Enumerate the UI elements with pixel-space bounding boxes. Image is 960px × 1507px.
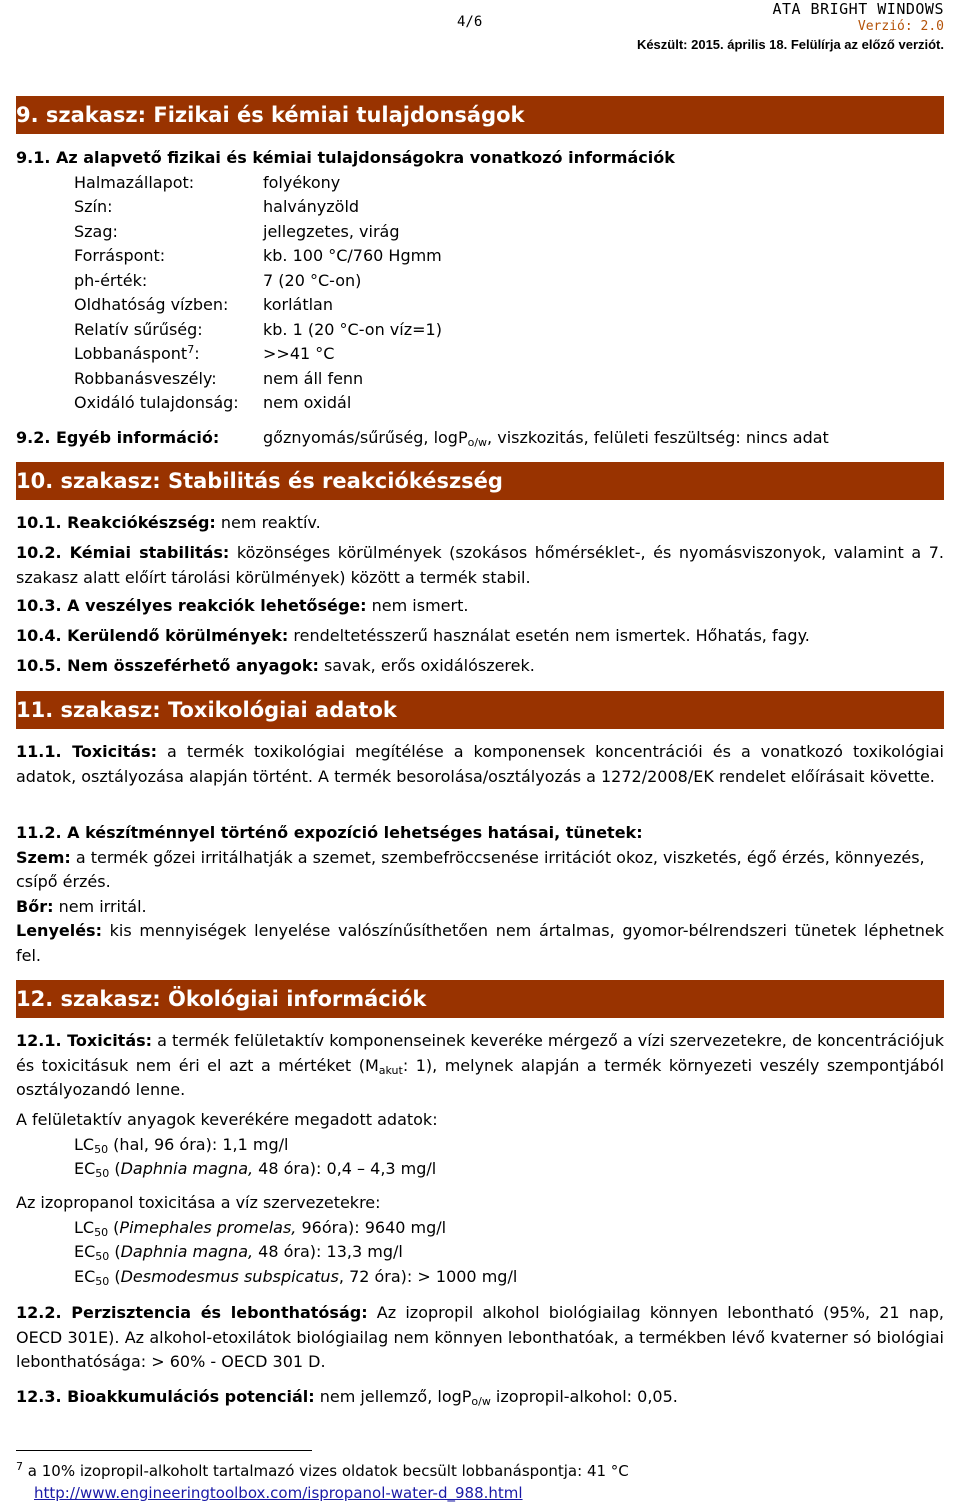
surfactant-intro: A felületaktív anyagok keverékére megadott adatok: [16, 1110, 438, 1129]
section-9-heading: 9. szakasz: Fizikai és kémiai tulajdonságok [16, 96, 944, 134]
skin-effects: Bőr: nem irritál. [16, 896, 147, 916]
section-9-1-heading: 9.1. Az alapvető fizikai és kémiai tulajdonságokra vonatkozó információk [16, 148, 675, 167]
surfactant-lc50: $LC_{50}$ (hal, 96 óra): 1,1 mg/l [74, 1134, 289, 1156]
eye-effects: Szem: a termék gőzei irritálhatják a szemet, szembefröccsenése irritációt okoz, viszketés, égő érzés, könnyezés, csípő érzés. [16, 847, 925, 891]
section-9-2: 9.2. Egyéb információ: gőznyomás/sűrűség, logP$_{o/w}$, viszkozitás, felületi feszültség: nincs adat [16, 428, 829, 449]
made-date: Készült: 2015. április 18. Felülírja az előző verziót. [636, 37, 944, 52]
section-10-4: 10.4. Kerülendő körülmények: rendeltetésszerű használat esetén nem ismertek. Hőhatás, fagy. [16, 626, 810, 645]
section-12-2: 12.2. Perzisztencia és lebonthatóság: Az izopropil alkohol biológiailag könnyen lebontható (95%, 21 nap, OECD 301E). Az alkohol-etoxilátok biológiailag nem könnyen lebonthatóak, a termékben lévő kvaterner só biológiai lebonthatósága: > 60% - OECD 301 D. [16, 1303, 944, 1371]
section-11-2-heading: 11.2. A készítménnyel történő expozíció lehetséges hatásai, tünetek: [16, 823, 643, 842]
section-10-3: 10.3. A veszélyes reakciók lehetősége: nem ismert. [16, 596, 469, 615]
isopropanol-ec50-daphnia: $EC_{50}$ (Daphnia magna, 48 óra): 13,3 mg/l [74, 1242, 403, 1263]
isopropanol-data [16, 1191, 944, 1289]
ingestion-effects: Lenyelés: kis mennyiségek lenyelése valószínűsíthetően nem ártalmas, gyomor-bélrendszeri tünetek léphetnek fel. [16, 921, 944, 965]
section-10-2: 10.2. Kémiai stabilitás: közönséges körülmények (szokásos hőmérséklet-, és nyomásviszonyok, valamint a 7. szakasz alatt előírt tárolási körülmények) között a termék stabil. [16, 543, 945, 587]
property-row: Oxidáló tulajdonság: nem oxidál [74, 393, 352, 412]
property-row: Forráspont: kb. 100 °C/760 Hgmm [74, 246, 442, 265]
surfactant-ec50: $EC_{50}$ (Daphnia magna, 48 óra): 0,4 – 4,3 mg/l [74, 1159, 437, 1180]
properties-list [16, 171, 944, 416]
header-info [637, 0, 944, 54]
footnote: $^7$ a 10% izopropil-alkoholt tartalmazó vizes oldatok becsült lobbanáspontja: 41 °C http://www.engineeringtoolbox.com/ispropanol-water-d_988.html [16, 1460, 629, 1502]
property-row: Oldhatóság vízben: korlátlan [74, 295, 333, 314]
section-12-3: 12.3. Bioakkumulációs potenciál: nem jellemző, logP$_{o/w}$ izopropil-alkohol: 0,05. [16, 1387, 678, 1408]
footnote-separator [16, 1450, 312, 1451]
footnote-link[interactable]: http://www.engineeringtoolbox.com/ispropanol-water-d_988.html [34, 1484, 523, 1502]
section-11-heading: 11. szakasz: Toxikológiai adatok [16, 691, 944, 729]
property-row: Robbanásveszély: nem áll fenn [74, 368, 364, 388]
property-row: Halmazállapot: folyékony [74, 172, 341, 192]
section-11-1: 11.1. Toxicitás: a termék toxikológiai megítélése a komponensek koncentrációi és a vonatkozó toxikológiai adatok, osztályozása alapján történt. A termék besorolása/osztályozás a 1272/2008/EK rendelet előírásait követte. [16, 742, 945, 786]
version: Verzió: 2.0 [857, 19, 944, 34]
property-row: Szín: halványzöld [74, 197, 360, 216]
property-row: ph-érték: 7 (20 °C-on) [74, 270, 362, 290]
property-row: Relatív sűrűség: kb. 1 (20 °C-on víz=1) [74, 319, 442, 339]
property-row: Lobbanáspont$^7$: >>41 °C [74, 343, 335, 363]
page-number: 4/6 [457, 14, 483, 30]
section-10-5: 10.5. Nem összeférhető anyagok: savak, erős oxidálószerek. [16, 656, 535, 675]
section-10-heading: 10. szakasz: Stabilitás és reakciókészség [16, 462, 944, 500]
property-row: Szag: jellegzetes, virág [74, 221, 400, 241]
section-12-1: 12.1. Toxicitás: a termék felületaktív komponenseinek keveréke mérgező a vízi szervezetekre, de koncentrációjuk és toxicitásuk nem éri el azt a mértéket ($M_{akut}$: 1), melynek alapján a termék környezeti veszély szempontjából osztályozandó lenne. [16, 1031, 945, 1099]
isopropanol-lc50: $LC_{50}$ (Pimephales promelas, 96óra): 9640 mg/l [74, 1217, 447, 1239]
footnote-ref: 7 [187, 343, 195, 356]
section-12-heading: 12. szakasz: Ökológiai információk [16, 980, 944, 1018]
isopropanol-ec50-desmodesmus: $EC_{50}$ (Desmodesmus subspicatus, 72 óra): > 1000 mg/l [74, 1266, 518, 1288]
surfactant-data [16, 1108, 944, 1182]
isopropanol-intro: Az izopropanol toxicitása a víz szervezetekre: [16, 1193, 381, 1212]
section-10-1: 10.1. Reakciókészség: nem reaktív. [16, 513, 321, 532]
product-name: ATA BRIGHT WINDOWS [772, 0, 944, 18]
